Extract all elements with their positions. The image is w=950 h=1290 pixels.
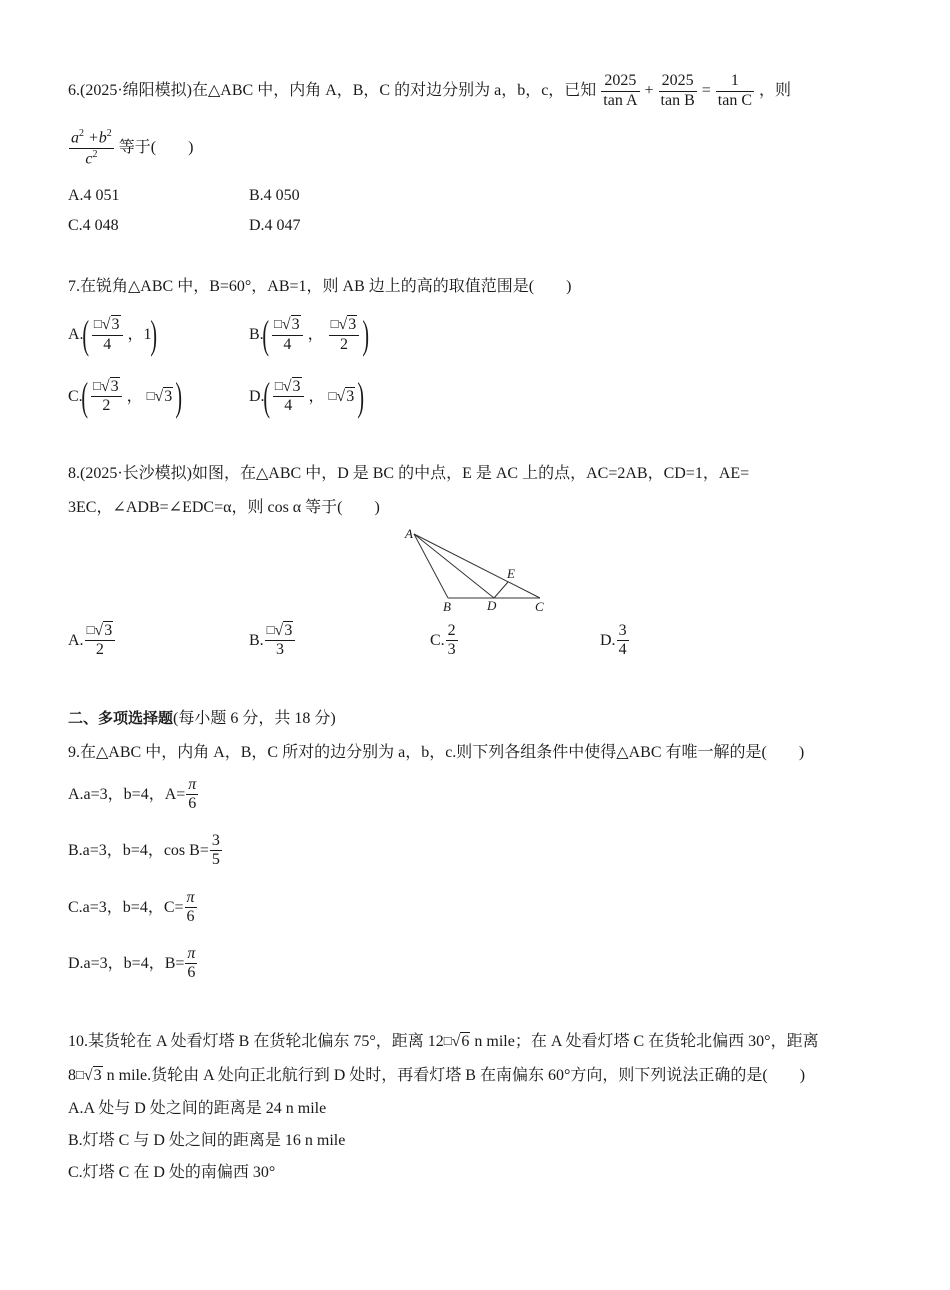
q10-option-b: B.灯塔 C 与 D 处之间的距离是 16 n mile: [68, 1132, 346, 1149]
q8-option-c: C. $\frac{2}{3}$: [430, 622, 456, 659]
q10-line1: 10.某货轮在 A 处看灯塔 B 在货轮北偏东 75°，距离 12□√6 n mile；在 A 处看灯塔 C 在货轮北偏西 30°，距离: [68, 1033, 819, 1050]
section-2-note: (每小题 6 分，共 18 分): [173, 710, 336, 727]
q6-lhs-num: $a^2 +b^2$: [71, 128, 112, 147]
q6-frac2-den: tan B: [660, 91, 695, 109]
q9-option-c: C.a=3，b=4，C= $\frac{\pi}{6}$: [68, 889, 195, 926]
segment-ab: [414, 534, 448, 598]
q6-option-b: B.4 050: [249, 187, 300, 204]
label-b: B: [443, 599, 451, 614]
q6-eq: =: [701, 82, 711, 100]
q6-frac1-den: tan A: [603, 91, 638, 109]
segment-de: [494, 582, 508, 598]
q6-frac1-num: 2025: [604, 72, 637, 90]
q6-frac3-den: tan C: [717, 91, 753, 109]
q8-stem-line1: 8.(2025·长沙模拟)如图，在△ABC 中，D 是 BC 的中点，E 是 AC 上的点，AC=2AB，CD=1，AE=: [68, 465, 750, 482]
q7-option-c: C.( $\frac{□√3}{2}$ ， □√3 ): [68, 373, 183, 419]
q6-option-a: A.4 051: [68, 187, 120, 204]
q6-then: ，则: [759, 82, 792, 100]
q10-option-a: A.A 处与 D 处之间的距离是 24 n mile: [68, 1100, 327, 1117]
q6-frac2-num: 2025: [661, 72, 694, 90]
q7-option-a: A.( $\frac{□√3}{4}$ ，1): [68, 312, 157, 358]
q6-stem-line: [68, 72, 791, 110]
q8-option-b: B. $\frac{□√3}{3}$: [249, 622, 296, 660]
q8-stem-line2: 3EC，∠ADB=∠EDC=α，则 cos α 等于( ): [68, 499, 380, 516]
q6-option-c: C.4 048: [68, 217, 119, 234]
q6-lhs-den: $c^2$: [69, 148, 114, 169]
q9-option-b: B.a=3，b=4，cos B= $\frac{3}{5}$: [68, 832, 220, 869]
q6-frac3: [716, 72, 754, 110]
q7-option-d: D.( $\frac{□√3}{4}$ ， □√3 ): [249, 373, 365, 419]
q8-option-d: D. $\frac{3}{4}$: [600, 622, 627, 659]
q6-equals-text: 等于( ): [118, 139, 194, 157]
section-2-title: 二、多项选择题: [68, 709, 174, 727]
q6-stem: 6.(2025·绵阳模拟)在△ABC 中，内角 A，B，C 的对边分别为 a，b，c，已知: [68, 82, 597, 100]
q6-frac3-num: 1: [730, 72, 739, 90]
q6-lhs-frac: [69, 128, 114, 168]
label-a: A: [405, 526, 413, 541]
label-d: D: [487, 598, 497, 613]
q6-frac1: [601, 72, 639, 110]
q6-option-d: D.4 047: [249, 217, 301, 234]
q6-frac2: [659, 72, 697, 110]
q7-option-b: B.( $\frac{□√3}{4}$ ， $\frac{□√3}{2}$ ): [249, 312, 370, 358]
q7-a-frac: $\frac{□√3}{4}$: [92, 316, 123, 354]
segment-ac: [414, 534, 540, 598]
q7-stem: 7.在锐角△ABC 中，B=60°，AB=1，则 AB 边上的高的取值范围是( ): [68, 278, 572, 295]
q6-plus: +: [644, 82, 654, 100]
q8-option-a: A. $\frac{□√3}{2}$: [68, 622, 116, 660]
q9-stem: 9.在△ABC 中，内角 A，B，C 所对的边分别为 a，b，c.则下列各组条件中使得△ABC 有唯一解的是( ): [68, 744, 805, 761]
q6-lhs-line: [68, 128, 193, 168]
q10-line2: 8□√3 n mile.货轮由 A 处向正北航行到 D 处时，再看灯塔 B 在南偏东 60°方向，则下列说法正确的是( ): [68, 1067, 806, 1084]
q9-option-d: D.a=3，b=4，B= $\frac{\pi}{6}$: [68, 945, 196, 982]
q8-triangle-figure: [400, 526, 560, 616]
label-e: E: [507, 566, 515, 581]
q9-option-a: A.a=3，b=4，A= $\frac{\pi}{6}$: [68, 776, 197, 813]
section-2-heading: [68, 711, 336, 727]
q10-option-c: C.灯塔 C 在 D 处的南偏西 30°: [68, 1164, 276, 1181]
label-c: C: [535, 599, 544, 614]
segment-ad: [414, 534, 494, 598]
